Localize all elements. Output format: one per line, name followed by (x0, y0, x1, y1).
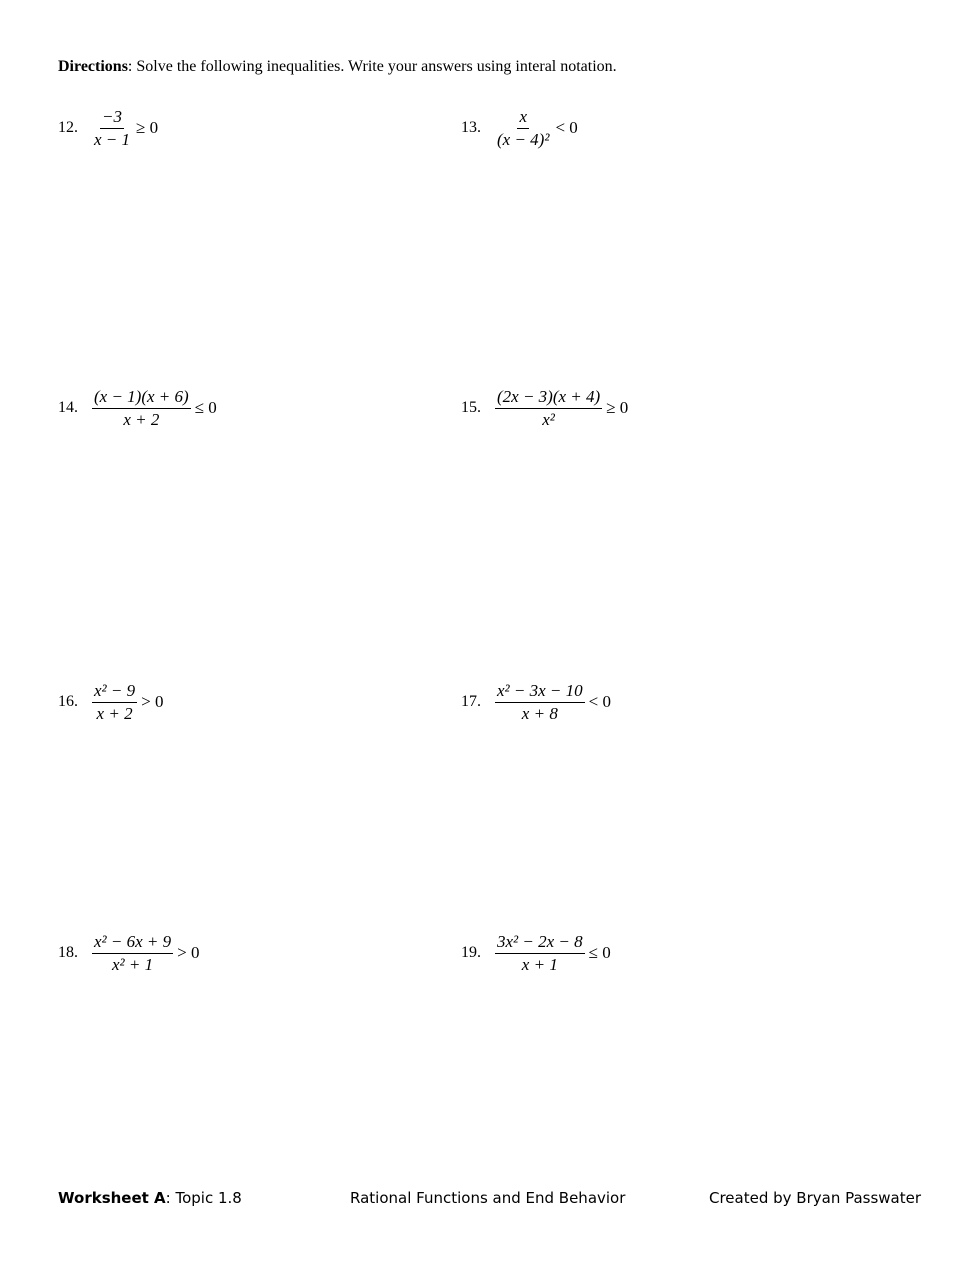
numerator: −3 (100, 106, 124, 129)
denominator: x² (542, 409, 555, 429)
relation: > 0 (177, 943, 200, 962)
footer-worksheet (58, 1189, 242, 1207)
numerator: (x − 1)(x + 6) (92, 386, 191, 409)
footer-author: Created by Bryan Passwater (709, 1189, 922, 1207)
relation: > 0 (141, 692, 164, 711)
footer-title: Rational Functions and End Behavior (350, 1189, 626, 1207)
problem-number: 12. (58, 119, 78, 136)
denominator: (x − 4)² (497, 129, 550, 149)
problem-14 (58, 381, 217, 435)
numerator: x² − 3x − 10 (495, 680, 585, 703)
problem-number: 14. (58, 399, 78, 416)
denominator: x + 2 (123, 409, 160, 429)
denominator: x² + 1 (112, 954, 154, 974)
problem-number: 19. (461, 944, 481, 961)
relation: ≤ 0 (194, 398, 217, 417)
fraction (92, 386, 191, 431)
numerator: (2x − 3)(x + 4) (495, 386, 602, 409)
numerator: x² − 9 (92, 680, 137, 703)
relation: ≥ 0 (136, 118, 159, 137)
problem-18 (58, 926, 199, 980)
footer-worksheet-label: Worksheet A (58, 1189, 166, 1207)
denominator: x + 2 (96, 703, 133, 723)
problem-number: 18. (58, 944, 78, 961)
directions-label: Directions (58, 58, 128, 75)
numerator: x² − 6x + 9 (92, 931, 173, 954)
fraction (92, 680, 137, 725)
denominator: x − 1 (94, 129, 131, 149)
relation: ≥ 0 (606, 398, 629, 417)
problem-15 (461, 381, 628, 435)
relation: < 0 (588, 692, 611, 711)
numerator: x (517, 106, 529, 129)
fraction (495, 931, 585, 976)
problem-13 (461, 101, 578, 155)
problem-number: 13. (461, 119, 481, 136)
problem-16 (58, 675, 163, 729)
numerator: 3x² − 2x − 8 (495, 931, 585, 954)
fraction (92, 931, 173, 976)
fraction (495, 106, 551, 151)
denominator: x + 8 (521, 703, 558, 723)
problem-12 (58, 101, 158, 155)
relation: ≤ 0 (588, 943, 611, 962)
directions (58, 58, 617, 76)
fraction (495, 680, 585, 725)
fraction (92, 106, 132, 151)
problem-19 (461, 926, 611, 980)
problem-number: 16. (58, 693, 78, 710)
directions-text: : Solve the following inequalities. Write your answers using interal notation. (127, 58, 617, 75)
relation: < 0 (555, 118, 578, 137)
problem-17 (461, 675, 611, 729)
problem-number: 15. (461, 399, 481, 416)
problem-number: 17. (461, 693, 481, 710)
footer-topic: : Topic 1.8 (165, 1189, 242, 1207)
fraction (495, 386, 602, 431)
denominator: x + 1 (521, 954, 558, 974)
